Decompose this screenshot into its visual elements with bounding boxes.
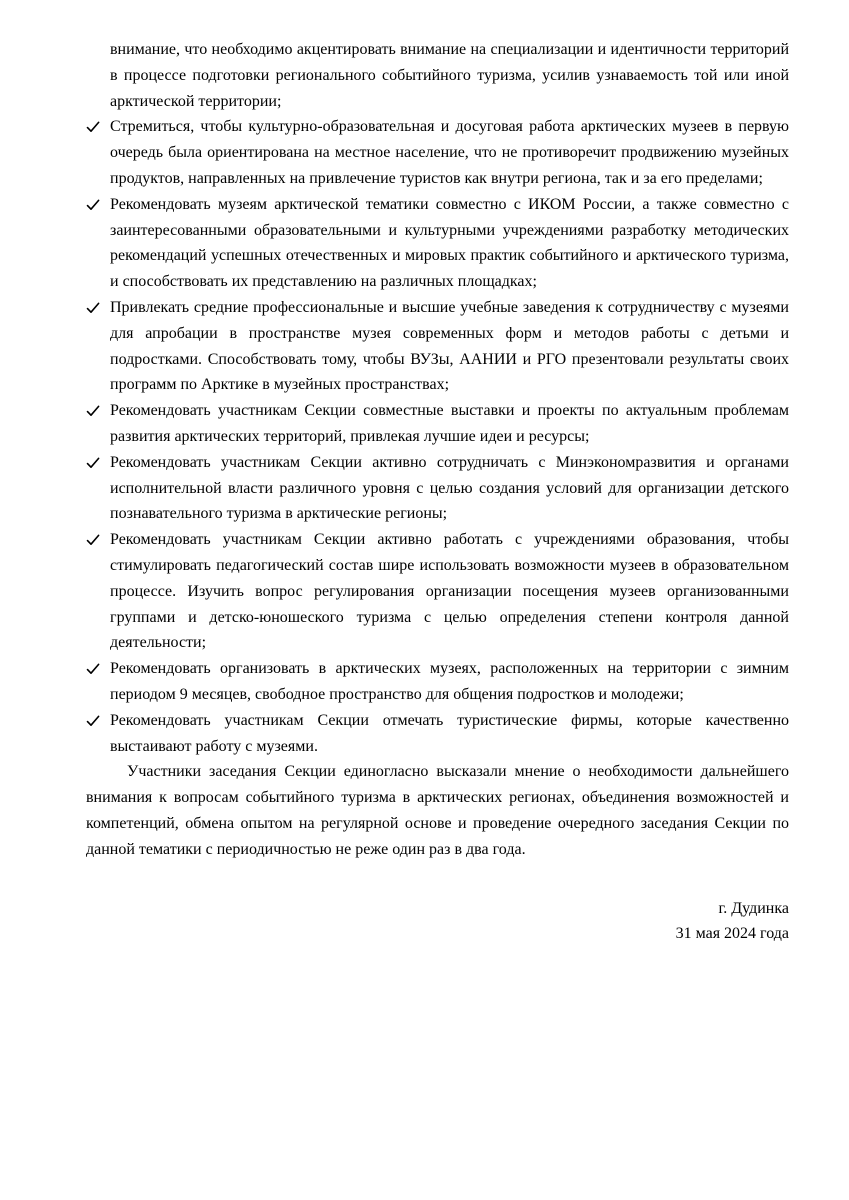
conclusion-paragraph: Участники заседания Секции единогласно высказали мнение о необходимости дальнейшего внимания к вопросам событийного туризма в арктических регионах, объединения возможностей и компетенций, обмена опытом на регулярной основе и проведение очередного заседания Секции по данной тематики с периодичностью не реже один раз в два года. <box>86 763 789 858</box>
list-item-text: Рекомендовать организовать в арктических музеях, расположенных на территории с зимним периодом 9 месяцев, свободное пространство для общения подростков и молодежи; <box>110 660 789 703</box>
check-mark-icon <box>86 714 100 728</box>
check-mark-icon <box>86 456 100 470</box>
check-mark-icon <box>86 404 100 418</box>
check-mark-icon <box>86 120 100 134</box>
list-item-text: Стремиться, чтобы культурно-образовательная и досуговая работа арктических музеев в первую очередь была ориентирована на местное население, что не противоречит продвижению музейных продуктов, направленных на привлечение туристов как внутри региона, так и за его пределами; <box>110 118 789 187</box>
signature-place: г. Дудинка <box>718 899 789 917</box>
check-mark-icon <box>86 533 100 547</box>
list-item <box>86 527 789 656</box>
list-item-text: Рекомендовать участникам Секции активно сотрудничать с Минэкономразвития и органами исполнительной власти различного уровня с целью создания условий для организации детского познавательного туризма в арктические регионы; <box>110 453 789 523</box>
list-item <box>86 192 789 295</box>
list-item <box>86 114 789 191</box>
list-item-text: Рекомендовать участникам Секции совместные выставки и проекты по актуальным проблемам развития арктических территорий, привлекая лучшие идеи и ресурсы; <box>110 402 789 445</box>
check-mark-icon <box>86 198 100 212</box>
signature-block <box>86 896 789 948</box>
list-item <box>86 656 789 708</box>
check-mark-icon <box>86 301 100 315</box>
recommendations-list <box>86 114 789 759</box>
list-item <box>86 295 789 398</box>
list-item-text: Рекомендовать музеям арктической тематики совместно с ИКОМ России, а также совместно с заинтересованными образовательными и культурными учреждениями разработку методических рекомендаций успешных отечественных и мировых практик событийного и арктического туризма, и способствовать их представлению на различных площадках; <box>110 195 789 291</box>
list-item-text: Рекомендовать участникам Секции отмечать туристические фирмы, которые качественно выстаивают работу с музеями. <box>110 711 789 755</box>
check-mark-icon <box>86 662 100 676</box>
list-item <box>86 398 789 450</box>
list-item <box>86 708 789 760</box>
list-item-text: Рекомендовать участникам Секции активно работать с учреждениями образования, чтобы стимулировать педагогический состав шире использовать возможности музеев в образовательном процессе. Изучить вопрос регулирования организации посещения музеев организованными группами и детско-юношеского туризма с целью определения степени контроля данной деятельности; <box>110 531 789 652</box>
continued-paragraph: внимание, что необходимо акцентировать внимание на специализации и идентичности территорий в процессе подготовки регионального событийного туризма, усилив узнаваемость той или иной арктической территории; <box>110 41 789 110</box>
signature-date: 31 мая 2024 года <box>675 925 789 943</box>
list-item <box>86 450 789 527</box>
list-item-text: Привлекать средние профессиональные и высшие учебные заведения к сотрудничеству с музеями для апробации в пространстве музея современных форм и методов работы с детьми и подростками. Способствовать тому, чтобы ВУЗы, ААНИИ и РГО презентовали результаты своих программ по Арктике в музейных пространствах; <box>110 298 789 394</box>
document-body <box>86 37 789 947</box>
